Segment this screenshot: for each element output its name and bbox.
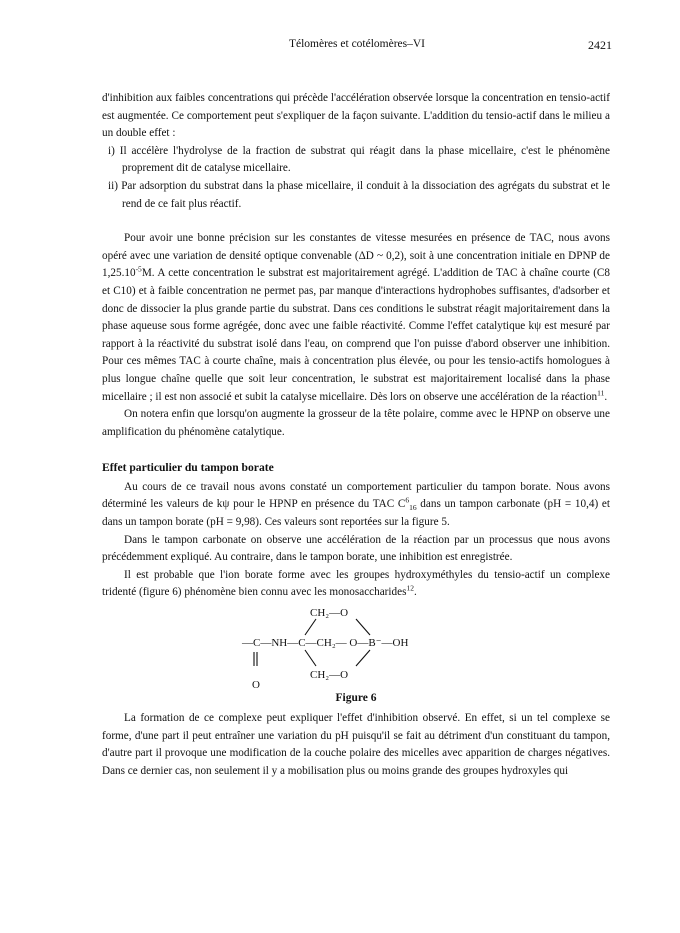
bond-upper-o-boron	[356, 619, 370, 635]
top-ch2-o-group: CH₂—O	[310, 607, 349, 620]
tac-superscript: 6	[405, 495, 410, 505]
paragraph-4	[102, 479, 610, 532]
paragraph-6-end: .	[413, 586, 417, 599]
paragraph-5: Dans le tampon carbonate on observe une accélération de la réaction par un processus que nous avons précédemment expliqué. Au contraire, dans le tampon borate, une inhibition est enregistrée.	[102, 533, 610, 564]
paragraph-1: d'inhibition aux faibles concentrations qui précède l'accélération observée lorsque la concentration en tensio-actif est augmentée. Ce comportement peut s'expliquer de la façon suivante. L'addition du tensio-actif dans le milieu a un double effet :	[102, 92, 610, 140]
paragraph-gap	[102, 213, 610, 230]
main-chain-group: —C—NH—C—CH₂— O—B⁻—OH	[242, 637, 409, 650]
bond-c-lower-ch2	[305, 650, 316, 666]
carbonyl-oxygen: O	[252, 679, 260, 692]
exponent: -5	[135, 264, 142, 274]
figure-caption: Figure 6	[335, 692, 377, 705]
paragraph-7: La formation de ce complexe peut expliquer l'effet d'inhibition observé. En effet, si un tel complexe se forme, d'une part il peut entraîner une variation du pH puisqu'il se fait au détriment d'un constituant du tampon, d'autre part il provoque une modification de la couche polaire des micelles avec apparition de charges négatives. Dans ce dernier cas, non seulement il y a mobilisation plus ou moins grande des groupes hydroxyles qui	[102, 712, 610, 777]
paragraph-2-part-b: M. A cette concentration le substrat est majoritairement agrégé. L'addition de TAC à chaîne courte (C8 et C10) et à faible concentration ne permet pas, par manque d'interactions hydrophobes suffisantes, d'adsorber et donc de dissocier la plus grande partie du substrat. Dans ces conditions le substrat réagit majoritairement dans la phase aqueuse sous forme agrégée, donc avec une faible réactivité. Comme l'effet catalytique kψ est mesuré par rapport à la réactivité du substrat isolé dans l'eau, on comprend que l'on puisse d'abord observer une inhibition. Pour ces mêmes TAC à courte chaîne, mais à concentration plus élevée, ou pour les tensio-actifs homologues à plus longue chaîne quelle que soit leur concentration, le substrat est majoritairement localisé dans la phase micellaire ; il est non associé et subit la catalyse micellaire. Dès lors on observe une accélération de la réaction	[102, 267, 610, 403]
running-header	[102, 38, 612, 54]
effects-list	[102, 143, 610, 213]
paragraph-2-end: .	[604, 390, 608, 403]
paragraph-4-part-a: Au cours de ce travail nous avons constaté un comportement particulier du tampon borate. Nous avons déterminé les valeurs de kψ pour le HPNP en présence du TAC C	[102, 480, 610, 511]
paragraph-4-part-b: dans un tampon carbonate (pH = 10,4) et dans un tampon borate (pH = 9,98). Ces valeurs sont reportées sur la figure 5.	[102, 498, 610, 529]
bond-c-upper-ch2	[305, 619, 316, 635]
bond-lower-o-boron	[356, 650, 370, 666]
page-number: 2421	[588, 38, 612, 52]
tac-subscript: 16	[409, 503, 417, 513]
paragraph-3: On notera enfin que lorsqu'on augmente la grosseur de la tête polaire, comme avec le HPNP on observe une amplification du phénomène catalytique.	[102, 408, 610, 438]
reference-12: 12	[406, 583, 414, 593]
bottom-ch2-o-group: CH₂—O	[310, 669, 349, 682]
paragraph-6	[102, 567, 610, 602]
paragraph-6-part-a: Il est probable que l'ion borate forme avec les groupes hydroxyméthyles du tensio-actif un complexe tridenté (figure 6) phénomène bien connu avec les monosaccharides	[102, 568, 610, 599]
paragraph-2-part-a: Pour avoir une bonne précision sur les constantes de vitesse mesurées en présence de TAC, nous avons opéré avec une variation de densité optique convenable (ΔD ~ 0,2), soit à une concentration initiale en DPNP de 1,25.10	[102, 232, 610, 280]
section-heading: Effet particulier du tampon borate	[102, 461, 274, 475]
paragraph-2	[102, 230, 610, 406]
figure-6-structure	[102, 602, 610, 710]
list-item-1: i) Il accélère l'hydrolyse de la fraction de substrat qui réagit dans la phase micellaire, c'est le phénomène proprement dit de catalyse micellaire.	[108, 144, 610, 175]
running-title: Télomères et cotélomères–VI	[288, 38, 426, 50]
reference-11: 11	[597, 387, 605, 397]
article-body	[102, 90, 610, 780]
borate-complex-diagram	[102, 602, 610, 702]
list-item-2: ii) Par adsorption du substrat dans la phase micellaire, il conduit à la dissociation des agrégats du substrat et le rend de ce fait plus réactif.	[108, 179, 610, 210]
